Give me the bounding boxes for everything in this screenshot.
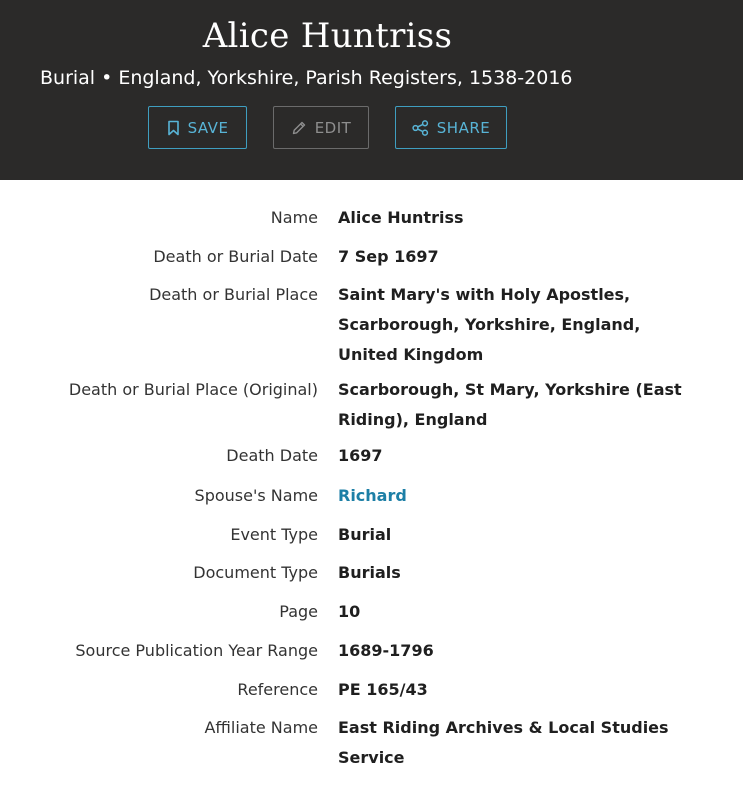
collection-link[interactable]: England, Yorkshire, Parish Registers, 1538-2016 [118, 67, 573, 89]
share-button-label: SHARE [436, 118, 491, 137]
detail-value: Burial [338, 525, 392, 544]
detail-label: Event Type [230, 525, 318, 544]
edit-button-label: EDIT [314, 118, 352, 137]
share-button[interactable] [395, 106, 507, 149]
spouse-name-link[interactable]: Richard [338, 486, 407, 505]
pencil-icon [291, 120, 307, 136]
detail-value: Scarborough, St Mary, Yorkshire (East Riding), England [338, 380, 682, 429]
detail-value: Alice Huntriss [338, 208, 464, 227]
detail-value: 1689-1796 [338, 641, 434, 660]
detail-label: Death or Burial Date [153, 247, 318, 266]
detail-label: Spouse's Name [194, 486, 318, 505]
separator-dot: • [101, 67, 113, 89]
detail-value: PE 165/43 [338, 680, 428, 699]
record-header [0, 0, 743, 180]
detail-value: 10 [338, 602, 361, 621]
detail-label: Death or Burial Place [149, 285, 318, 304]
record-collection-line [40, 67, 573, 89]
detail-label: Death or Burial Place (Original) [68, 380, 318, 399]
detail-label: Page [279, 602, 318, 621]
detail-value: Burials [338, 563, 401, 582]
detail-label: Name [270, 208, 318, 227]
page-title: Alice Huntriss [202, 16, 453, 56]
detail-label: Source Publication Year Range [75, 641, 318, 660]
detail-label: Reference [237, 680, 318, 699]
detail-value: 1697 [338, 446, 383, 465]
detail-label: Document Type [193, 563, 318, 582]
bookmark-icon [167, 120, 180, 136]
detail-value: East Riding Archives & Local Studies Service [338, 718, 669, 767]
detail-value: 7 Sep 1697 [338, 247, 439, 266]
detail-value: Saint Mary's with Holy Apostles, Scarborough, Yorkshire, England, United Kingdom [338, 285, 641, 364]
share-icon [412, 120, 429, 136]
save-button-label: SAVE [187, 118, 229, 137]
detail-label: Affiliate Name [204, 718, 318, 737]
edit-button[interactable] [273, 106, 369, 149]
detail-label: Death Date [226, 446, 318, 465]
event-type-text: Burial [40, 67, 96, 89]
save-button[interactable] [148, 106, 247, 149]
